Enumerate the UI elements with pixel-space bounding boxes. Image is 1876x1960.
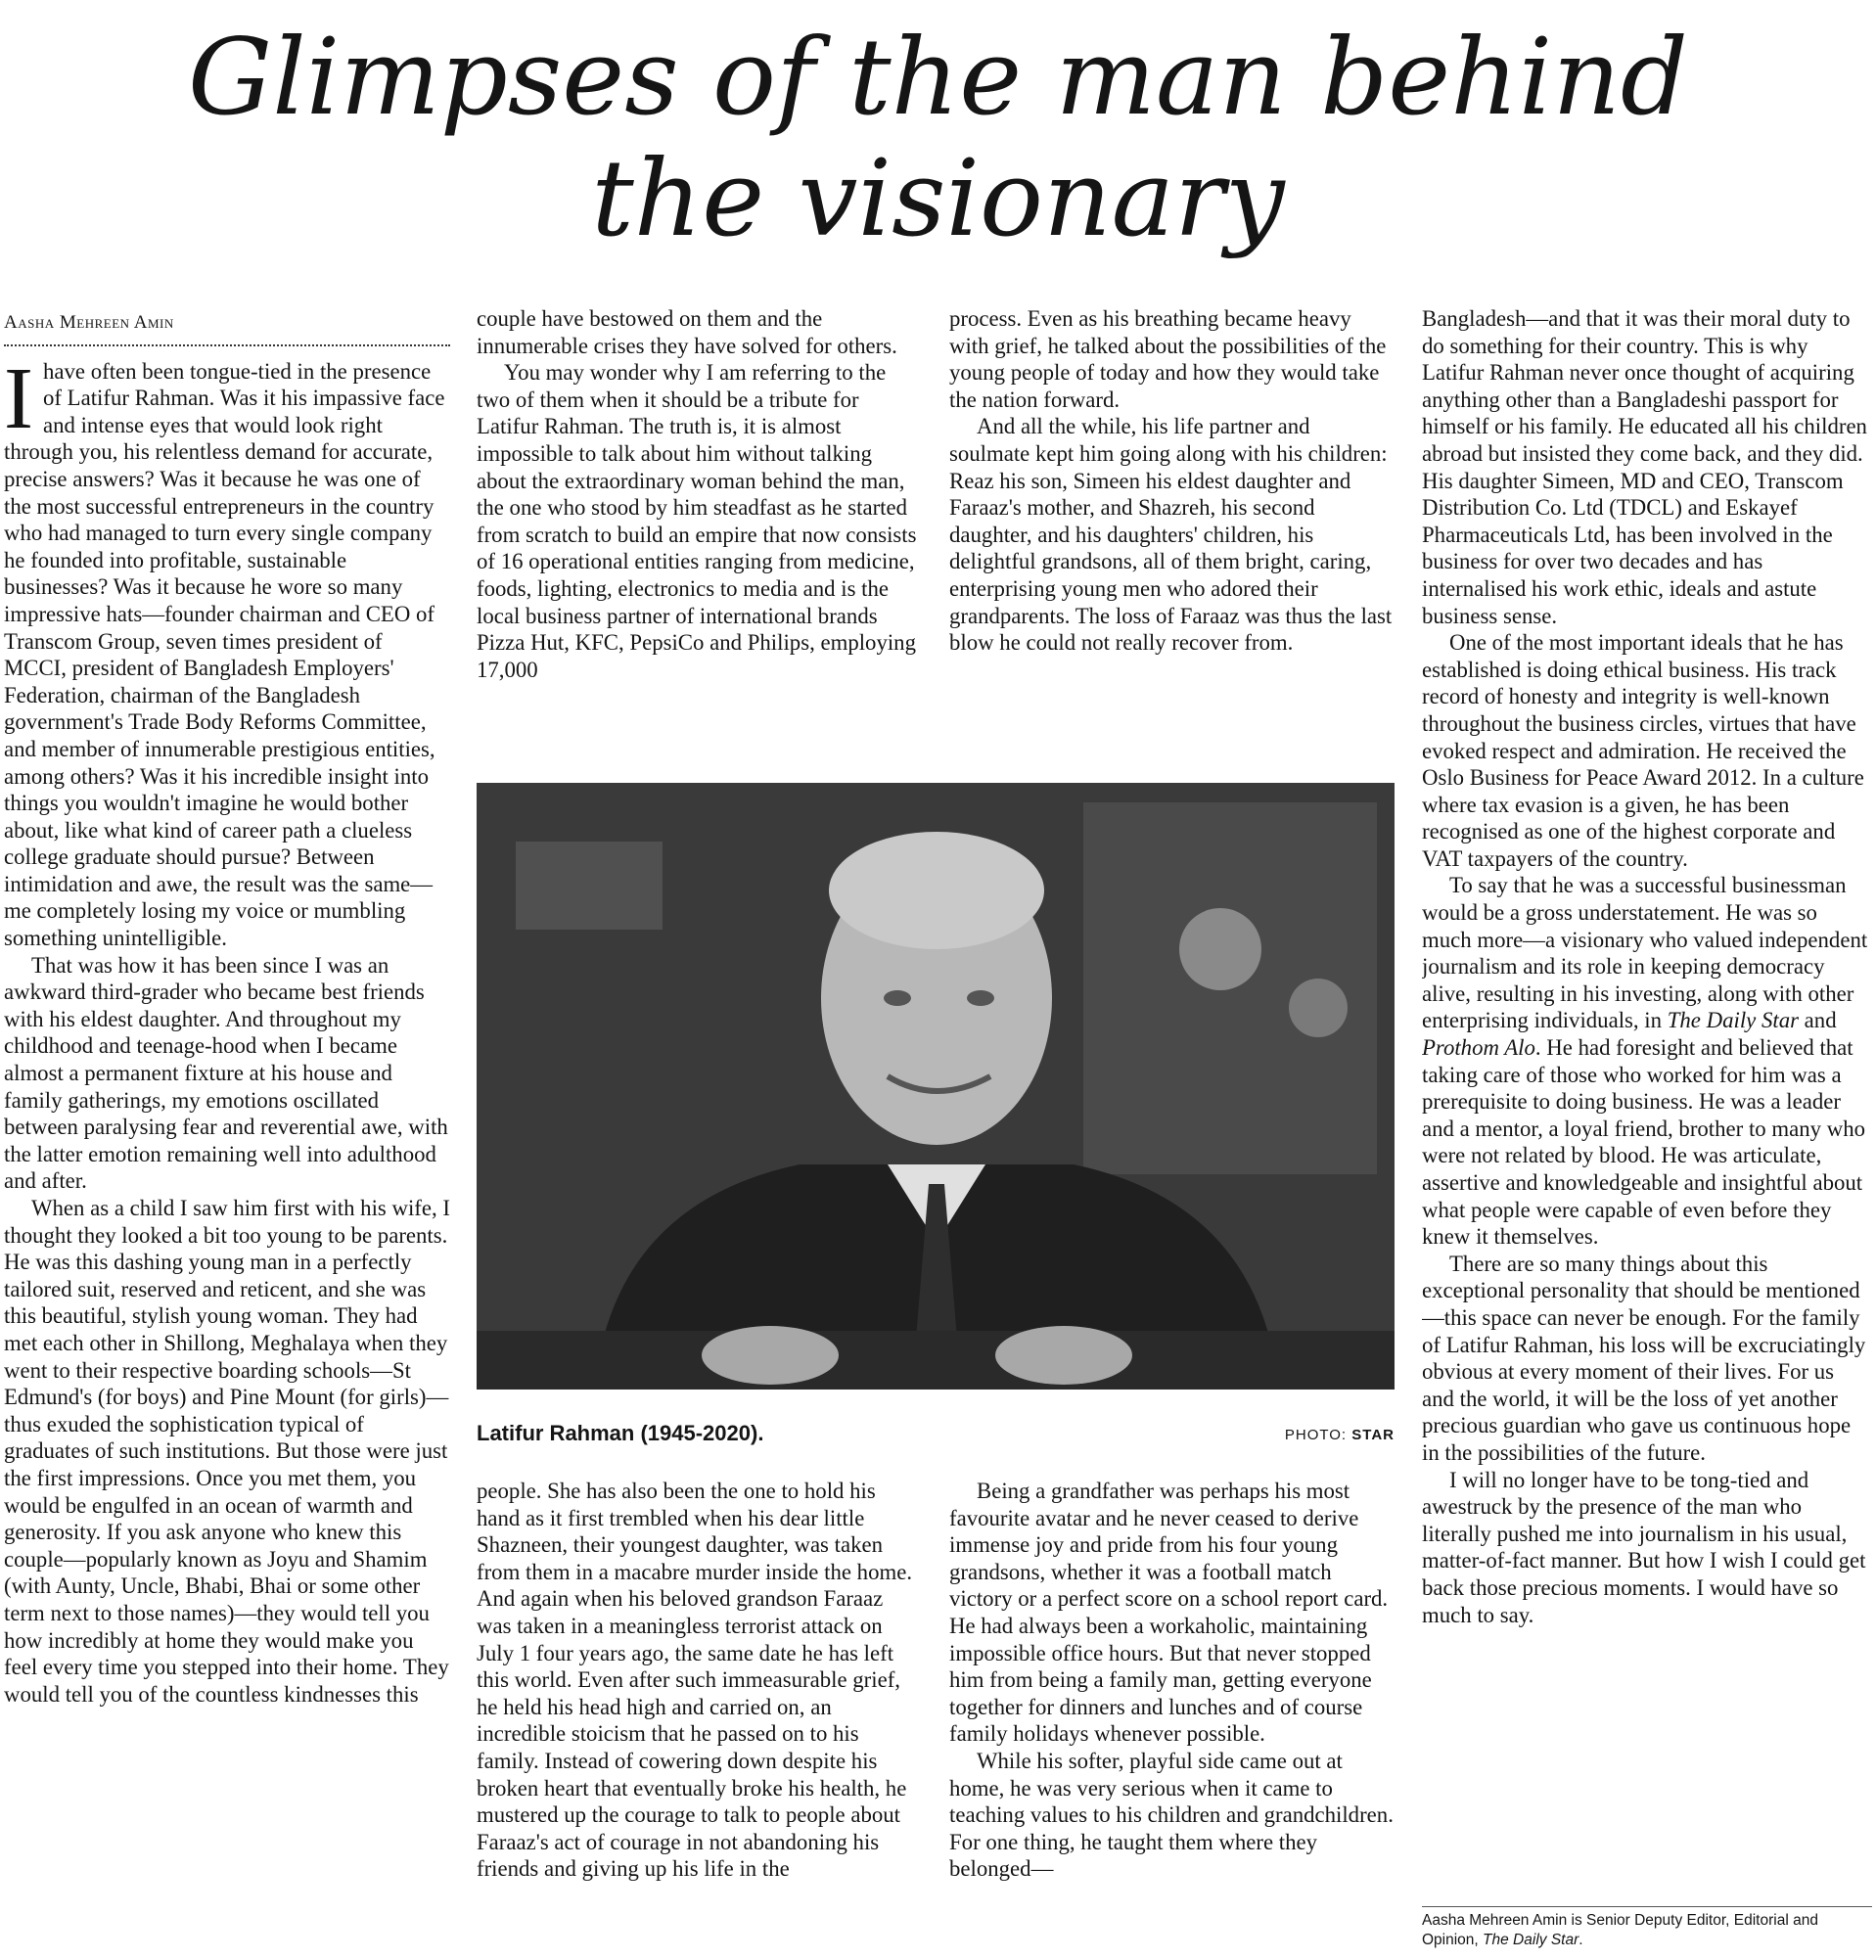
paragraph: One of the most important ideals that he has established is doing ethical business. His track record of honesty and integrity is well-known throughout the business circles, virtues that have evoked respect and admiration. He received the Oslo Business for Peace Award 2012. In a culture where tax evasion is a given, he has been recognised as one of the highest corporate and VAT taxpayers of the country. bbox=[1422, 630, 1864, 871]
photo-caption-row bbox=[477, 1417, 1395, 1456]
paragraph-text: have often been tongue-tied in the presence of Latifur Rahman. Was it his impassive face and intense eyes that would look right through you, his relentless demand for accurate, precise answers? Was it because he was one of the most successful entrepreneurs in the country who had managed to turn every single company he founded into profitable, sustainable businesses? Was it because he wore so many impressive hats—founder chairman and CEO of Transcom Group, seven times president of MCCI, president of Bangladesh Employers' Federation, chairman of the Bangladesh government's Trade Body Reforms Committee, and member of innumerable prestigious entities, among others? Was it his incredible insight into things you wouldn't imagine he would bother about, like what kind of career path a clueless college graduate should pursue? Between intimidation and awe, the result was the same—me completely losing my voice or mumbling something unintelligible. bbox=[4, 358, 445, 951]
photo-credit bbox=[1285, 1427, 1395, 1443]
paragraph: That was how it has been since I was an awkward third-grader who became best friends with his eldest daughter. And throughout my childhood and teenage-hood when I became almost a permanent fixture at his house and family gatherings, my emotions oscillated between paralysing fear and reverential awe, with the latter emotion remaining well into adulthood and after. bbox=[4, 952, 448, 1194]
paragraph: And all the while, his life partner and soulmate kept him going along with his children: Reaz his son, Simeen his eldest daughter and Faraaz's mother, and Shazreh, his second daughter, and his daughters' children, his delightful grandsons, all of them bright, caring, enterprising young men who adored their grandparents. The loss of Faraaz was thus the last blow he could not really recover from. bbox=[949, 414, 1393, 656]
article-column-2-top bbox=[477, 305, 923, 755]
headline-line-1: Glimpses of the man behind bbox=[187, 17, 1689, 139]
byline: Aasha Mehreen Amin bbox=[4, 305, 450, 346]
footnote-paper: The Daily Star bbox=[1483, 1932, 1579, 1948]
paragraph bbox=[1422, 872, 1868, 1250]
newspaper-name: The Daily Star bbox=[1667, 1008, 1799, 1033]
paragraph-text: . He had foresight and believed that taking care of those who worked for him was a prerequisite to doing business. He was a leader and a mentor, a loyal friend, brother to many who were not related by blood. He was articulate, assertive and knowledgeable and insightful about what people were capable of even before they knew it themselves. bbox=[1422, 1035, 1865, 1250]
author-footnote bbox=[1422, 1906, 1872, 1950]
article-column-2-bottom bbox=[477, 1478, 923, 1957]
paragraph: Bangladesh—and that it was their moral duty to do something for their country. This is why Latifur Rahman never once thought of acquiring anything other than a Bangladeshi passport for himself or his family. He educated all his children abroad but insisted they come back, and they did. His daughter Simeen, MD and CEO, Transcom Distribution Co. Ltd (TDCL) and Eskayef Pharmaceuticals Ltd, has been involved in the business for over two decades and has internalised his work ethic, ideals and astute business sense. bbox=[1422, 306, 1867, 628]
newspaper-name: Prothom Alo bbox=[1422, 1035, 1535, 1061]
paragraph: When as a child I saw him first with his wife, I thought they looked a bit too young to be parents. He was this dashing young man in a perfectly tailored suit, reserved and reticent, and she was this beautiful, stylish young woman. They had met each other in Shillong, Meghalaya when they went to their respective boarding schools—St Edmund's (for boys) and Pine Mount (for girls)—thus exuded the sophistication typical of graduates of such institutions. But those were just the first impressions. Once you met them, you would be engulfed in an ocean of warmth and generosity. If you ask anyone who knew this couple—popularly known as Joyu and Shamim (with Aunty, Uncle, Bhabi, Bhai or some other term next to those names)—they would tell you how incredibly at home they would make you feel every time you stepped into their home. They would tell you of the countless kindnesses this bbox=[4, 1196, 450, 1707]
photo-credit-prefix: PHOTO: bbox=[1284, 1427, 1352, 1443]
article-column-3-top bbox=[949, 305, 1396, 755]
footnote-end: . bbox=[1579, 1932, 1583, 1948]
paragraph: While his softer, playful side came out at home, he was very serious when it came to teaching values to his children and grandchildren. For one thing, he taught them where they belonged— bbox=[949, 1748, 1394, 1882]
photo-caption: Latifur Rahman (1945-2020). bbox=[477, 1421, 764, 1445]
drop-cap: I bbox=[4, 349, 33, 447]
portrait-illustration bbox=[477, 783, 1395, 1390]
paragraph: couple have bestowed on them and the innumerable crises they have solved for others. bbox=[477, 306, 897, 358]
paragraph-text: To say that he was a successful businessman would be a gross understatement. He was so much more—a visionary who valued independent journalism and its role in keeping democracy alive, resulting in his investing, along with other enterprising individuals, in bbox=[1422, 873, 1868, 1033]
paragraph: people. She has also been the one to hold his hand as it first trembled when his dear little Shazneen, their youngest daughter, was taken from them in a macabre murder inside the home. And again when his beloved grandson Faraaz was taken in a meaningless terrorist attack on July 1 four years ago, the same date he has left this world. Even after such immeasurable grief, he held his head high and carried on, an incredible stoicism that he passed on to his family. Instead of cowering down despite his broken heart that eventually broke his health, he mustered up the courage to talk to people about Faraaz's act of courage in not abandoning his friends and giving up his life in the bbox=[477, 1479, 913, 1882]
paragraph: I will no longer have to be tong-tied and awestruck by the presence of the man who literally pushed me into journalism in his usual, matter-of-fact manner. But how I wish I could get back those precious moments. I would have so much to say. bbox=[1422, 1467, 1866, 1627]
article-column-4 bbox=[1422, 305, 1868, 1898]
paragraph bbox=[4, 349, 450, 952]
paragraph-text: and bbox=[1798, 1008, 1837, 1033]
headline-line-2: the visionary bbox=[591, 138, 1285, 260]
portrait-photo bbox=[477, 783, 1395, 1390]
photo-credit-source: STAR bbox=[1351, 1427, 1395, 1443]
paragraph: Being a grandfather was perhaps his most favourite avatar and he never ceased to derive immense joy and pride from his four young grandsons, whether it was a football match victory or a perfect score on a school report card. He had always been a workaholic, maintaining impossible office hours. But that never stopped him from being a family man, getting everyone together for dinners and lunches and of course family holidays whenever possible. bbox=[949, 1479, 1389, 1747]
paragraph: You may wonder why I am referring to the two of them when it should be a tribute for Latifur Rahman. The truth is, it is almost impossible to talk about him without talking about the extraordinary woman behind the man, the one who stood by him steadfast as he started from scratch to build an empire that now consists of 16 operational entities ranging from medicine, foods, lighting, electronics to media and is the local business partner of international brands Pizza Hut, KFC, PepsiCo and Philips, employing 17,000 bbox=[477, 360, 917, 682]
paragraph: process. Even as his breathing became heavy with grief, he talked about the possibilities of the young people of today and how they would take the nation forward. bbox=[949, 306, 1387, 412]
article-column-1 bbox=[4, 305, 450, 1957]
article-column-3-bottom bbox=[949, 1478, 1396, 1957]
paragraph: There are so many things about this exceptional personality that should be mentioned—this space can never be enough. For the family of Latifur Rahman, his loss will be excruciatingly obvious at every moment of their lives. For us and the world, it will be the loss of yet another precious guardian who gave us continuous hope in the possibilities of the future. bbox=[1422, 1251, 1866, 1465]
headline bbox=[0, 0, 1876, 260]
footnote-text: Aasha Mehreen Amin is Senior Deputy Editor, Editorial and Opinion, bbox=[1422, 1912, 1818, 1948]
